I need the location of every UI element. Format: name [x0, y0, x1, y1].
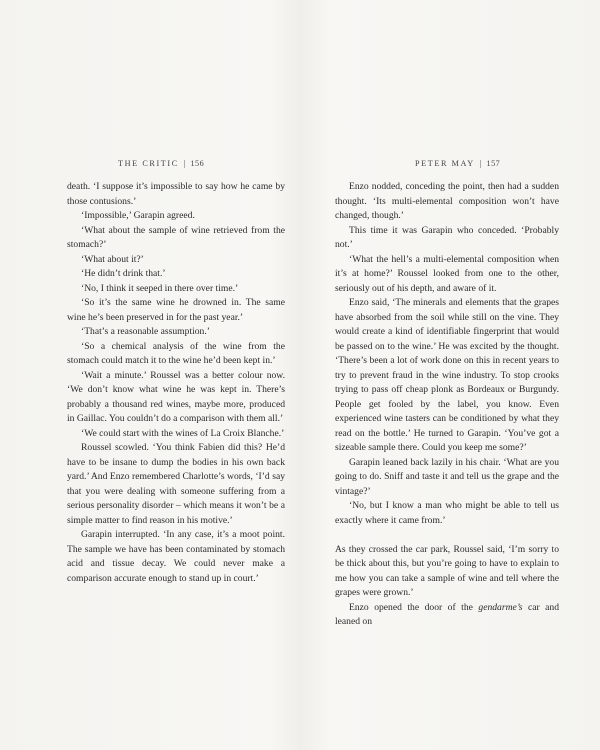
left-running-separator: |: [183, 159, 186, 168]
paragraph: Garapin leaned back lazily in his chair. ‘What are you going to do. Sniff and taste it and tell us the grape and the vintage?’: [335, 456, 559, 497]
paragraph: ‘Wait a minute.’ Roussel was a better colour now. ‘We don’t know what wine he was kept in. There’s probably a thousand red wines, maybe more, produced in Gaillac. You couldn’t do a comparison with them all.’: [67, 369, 285, 424]
paragraph: [335, 601, 559, 630]
paragraph: Enzo nodded, conceding the point, then had a sudden thought. ‘Its multi-elemental composition won’t have changed, though.’: [335, 181, 559, 221]
paragraph: Enzo said, ‘The minerals and elements that the grapes have absorbed from the soil while still on the vine. They would create a kind of identifiable fingerprint that would be passed on to the wine.’ He was excited by the thought. ‘There’s been a lot of work done on this in recent years to try to prevent fraud in the wine industry. To stop crooks trying to pass off cheap plonk as Bordeaux or Burgundy. People get fooled by the label, you know. Even experienced wine tasters can be conditioned by what they read on the bottle.’ He turned to Garapin. ‘You’ve got a sizeable sample there. Could you keep me some?’: [335, 297, 559, 453]
paragraph-section-start: As they crossed the car park, Roussel said, ‘I’m sorry to be thick about this, but you’re going to have to explain to me how you can take a sample of wine and tell where the grapes were grown.’: [335, 543, 559, 598]
paragraph: Garapin interrupted. ‘In any case, it’s a moot point. The sample we have has been contaminated by stomach acid and tissue decay. We could never make a comparison accurate enough to stand up in court.’: [67, 529, 285, 584]
paragraph: Roussel scowled. ‘You think Fabien did this? He’d have to be insane to dump the bodies in his own back yard.’ And Enzo remembered Charlotte’s words, ‘I’d say that you were dealing with someone suffering from a serious personality disorder – which means it won’t be a simple matter to find reason in his motive.’: [67, 442, 285, 526]
paragraph: ‘What the hell’s a multi-elemental composition when it’s at home?’ Roussel looked from one to the other, seriously out of his depth, and aware of it.: [335, 253, 559, 294]
left-running-head: [118, 159, 204, 168]
left-running-title: THE CRITIC: [118, 159, 179, 168]
paragraph: This time it was Garapin who conceded. ‘Probably not.’: [335, 224, 559, 250]
paragraph: ‘What about it?’: [81, 253, 144, 265]
paragraph: ‘So a chemical analysis of the wine from the stomach could match it to the wine he’d been kept in.’: [67, 340, 285, 366]
left-page-number: 156: [190, 159, 205, 168]
right-page-body: [335, 180, 559, 630]
paragraph-italic-text: gendarme’s: [478, 601, 523, 613]
paragraph: ‘We could start with the wines of La Croix Blanche.’: [81, 427, 285, 439]
paragraph: ‘So it’s the same wine he drowned in. The same wine he’s been preserved in for the past year.’: [67, 297, 285, 323]
paragraph: ‘No, but I know a man who might be able to tell us exactly where it came from.’: [335, 500, 559, 526]
paragraph: death. ‘I suppose it’s impossible to say how he came by those contusions.’: [67, 181, 285, 207]
paragraph: ‘Impossible,’ Garapin agreed.: [81, 210, 195, 221]
right-running-separator: |: [479, 159, 482, 168]
right-page-number: 157: [486, 159, 501, 168]
paragraph: ‘No, I think it seeped in there over time.’: [81, 282, 239, 294]
right-running-head: [415, 159, 500, 168]
right-page: [300, 0, 600, 750]
paragraph-text: car and leaned on: [335, 601, 559, 627]
paragraph: ‘He didn’t drink that.’: [81, 268, 166, 279]
paragraph: ‘What about the sample of wine retrieved from the stomach?’: [67, 224, 285, 250]
left-page-body: [67, 180, 285, 586]
paragraph-text: Enzo opened the door of the: [349, 601, 479, 613]
right-running-title: PETER MAY: [415, 159, 475, 168]
paragraph: ‘That’s a reasonable assumption.’: [81, 326, 210, 337]
